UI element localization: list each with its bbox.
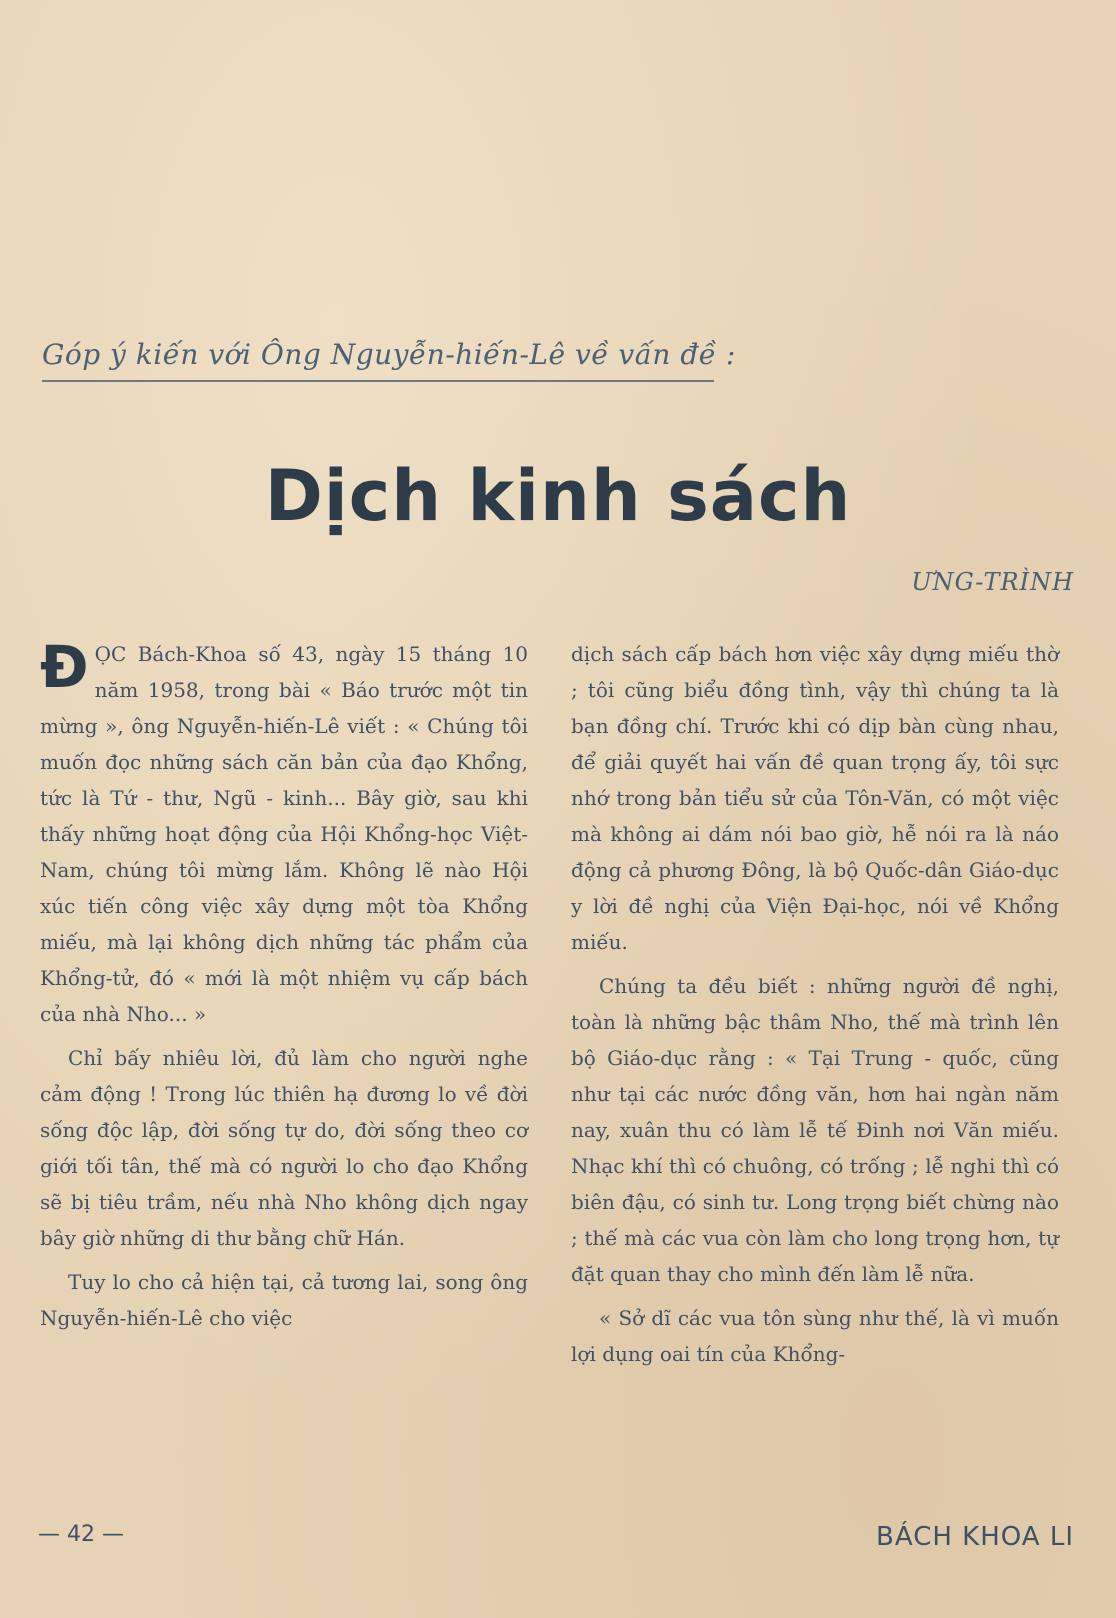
drop-cap: Đ (40, 633, 89, 701)
paragraph: Chúng ta đều biết : những người đề nghị, toàn là những bậc thâm Nho, thế mà trình lên bộ Giáo-dục rằng : « Tại Trung - quốc, cũng như tại các nước đồng văn, hơn hai ngàn năm nay, xuân thu có làm lễ tế Đinh nơi Văn miếu. Nhạc khí thì có chuông, có trống ; lễ nghi thì có biên đậu, có sinh tư. Long trọng biết chừng nào ; thế mà các vua còn làm cho long trọng hơn, tự đặt quan thay cho mình đến làm lễ nữa. (571, 974, 1059, 1286)
article-author: ƯNG-TRÌNH (911, 568, 1074, 596)
paragraph: dịch sách cấp bách hơn việc xây dựng miếu thờ ; tôi cũng biểu đồng tình, vậy thì chúng ta là bạn đồng chí. Trước khi có dịp bàn cùng nhau, để giải quyết hai vấn đề quan trọng ấy, tôi sực nhớ trong bản tiểu sử của Tôn-Văn, có một việc mà không ai dám nói bao giờ, hễ nói ra là náo động cả phương Đông, là bộ Quốc-dân Giáo-dục y lời đề nghị của Viện Đại-học, nói về Khổng miếu. (571, 642, 1059, 954)
paragraph: Chỉ bấy nhiêu lời, đủ làm cho người nghe cảm động ! Trong lúc thiên hạ đương lo về đời sống độc lập, đời sống tự do, đời sống theo cơ giới tối tân, thế mà có người lo cho đạo Khổng sẽ bị tiêu trầm, nếu nhà Nho không dịch ngay bây giờ những di thư bằng chữ Hán. (40, 1046, 528, 1250)
right-column (571, 636, 1059, 1380)
article-kicker: Góp ý kiến với Ông Nguyễn-hiến-Lê về vấn đề : (42, 338, 736, 371)
paragraph: « Sở dĩ các vua tôn sùng như thế, là vì muốn lợi dụng oai tín của Khổng- (571, 1306, 1059, 1366)
page-number: — 42 — (38, 1522, 124, 1547)
article-title: Dịch kinh sách (264, 455, 852, 537)
paragraph: Tuy lo cho cả hiện tại, cả tương lai, song ông Nguyễn-hiến-Lê cho việc (40, 1270, 528, 1330)
left-column (40, 633, 528, 1344)
paragraph (40, 633, 528, 1032)
paragraph-text: ỌC Bách-Khoa số 43, ngày 15 tháng 10 năm 1958, trong bài « Báo trước một tin mừng », ông Nguyễn-hiến-Lê viết : « Chúng tôi muốn đọc những sách căn bản của đạo Khổng, tức là Tứ - thư, Ngũ - kinh... Bây giờ, sau khi thấy những hoạt động của Hội Khổng-học Việt-Nam, chúng tôi mừng lắm. Không lẽ nào Hội xúc tiến công việc xây dựng một tòa Khổng miếu, mà lại không dịch những tác phẩm của Khổng-tử, đó « mới là một nhiệm vụ cấp bách của nhà Nho... » (40, 642, 528, 1026)
kicker-underline (42, 380, 714, 382)
publication-name: BÁCH KHOA LI (876, 1522, 1074, 1552)
